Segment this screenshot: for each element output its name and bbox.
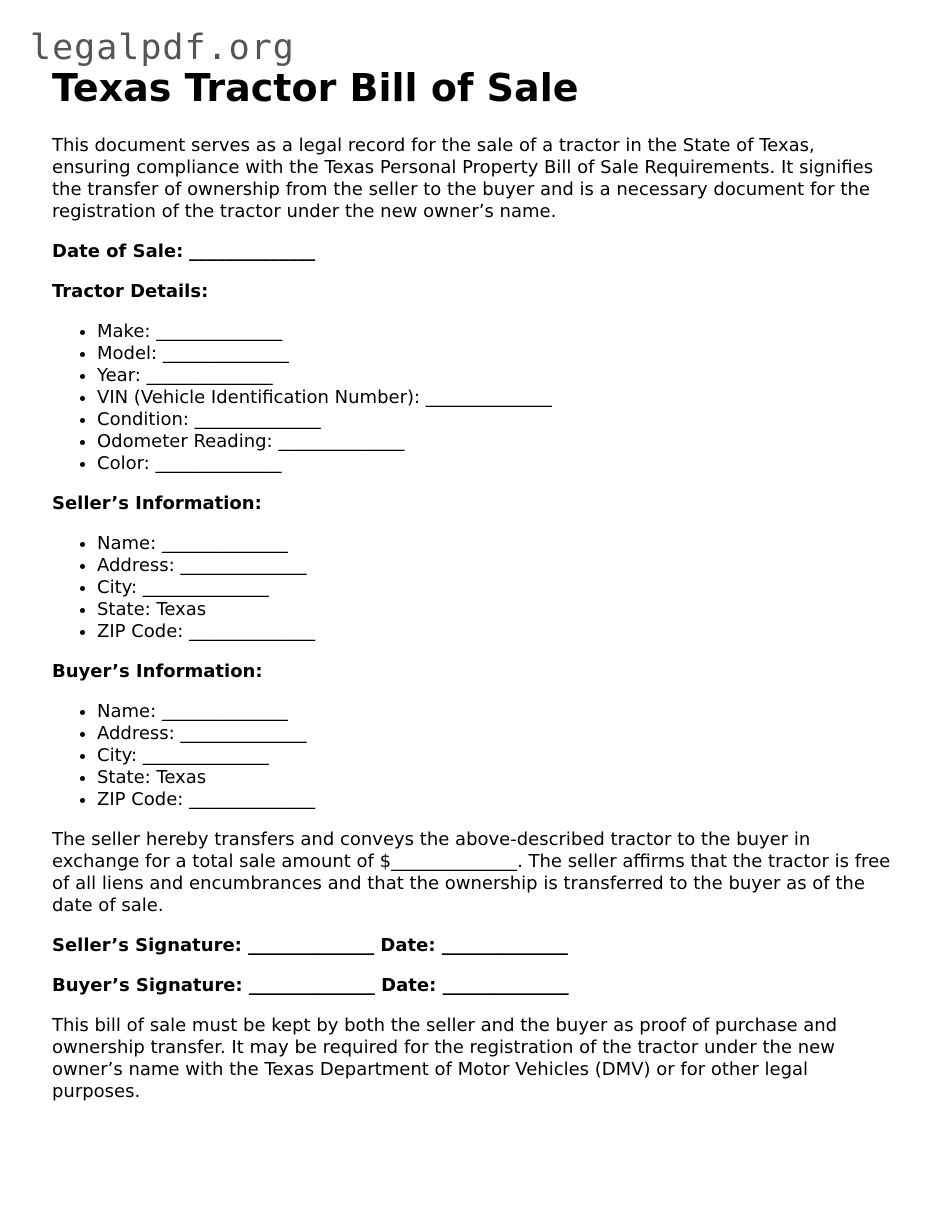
list-item[interactable]: • Address: ______________	[97, 555, 892, 577]
seller-signature-blank[interactable]: ______________	[248, 935, 375, 956]
list-item[interactable]: • ZIP Code: ______________	[97, 789, 892, 811]
tractor-details-list	[52, 321, 892, 475]
seller-info-heading: Seller’s Information:	[52, 493, 262, 514]
list-item[interactable]: • Address: ______________	[97, 723, 892, 745]
list-item[interactable]: • Model: ______________	[97, 343, 892, 365]
list-item[interactable]: • VIN (Vehicle Identification Number): ______________	[97, 387, 892, 409]
seller-date-label: Date:	[380, 935, 436, 956]
date-of-sale-label: Date of Sale:	[52, 241, 184, 262]
buyer-info-heading: Buyer’s Information:	[52, 661, 263, 682]
list-item[interactable]: • City: ______________	[97, 745, 892, 767]
tractor-details-heading: Tractor Details:	[52, 281, 209, 302]
transfer-paragraph: The seller hereby transfers and conveys the above-described tractor to the buyer in exchange for a total sale amount of $______________. The seller affirms that the tractor is free of all liens and encumbrances and that the ownership is transferred to the buyer as of the date of sale.	[52, 829, 891, 916]
watermark-logo: legalpdf.org	[30, 28, 295, 68]
document-body	[52, 135, 892, 1121]
closing-paragraph: This bill of sale must be kept by both the seller and the buyer as proof of purchase and ownership transfer. It may be required for the registration of the tractor under the new owner’s name with the Texas Department of Motor Vehicles (DMV) or for other legal purposes.	[52, 1015, 838, 1102]
buyer-date-blank[interactable]: ______________	[442, 975, 569, 996]
buyer-date-label: Date:	[381, 975, 437, 996]
list-item[interactable]: • City: ______________	[97, 577, 892, 599]
intro-paragraph: This document serves as a legal record for the sale of a tractor in the State of Texas, ensuring compliance with the Texas Personal Property Bill of Sale Requirements. It signifies the transfer of ownership from the seller to the buyer and is a necessary document for the registration of the tractor under the new owner’s name.	[52, 135, 874, 222]
list-item[interactable]: • Condition: ______________	[97, 409, 892, 431]
seller-signature-label: Seller’s Signature:	[52, 935, 242, 956]
list-item[interactable]: • Odometer Reading: ______________	[97, 431, 892, 453]
list-item[interactable]: • Name: ______________	[97, 701, 892, 723]
list-item[interactable]: • ZIP Code: ______________	[97, 621, 892, 643]
seller-info-list	[52, 533, 892, 643]
seller-date-blank[interactable]: ______________	[441, 935, 568, 956]
list-item[interactable]: • Year: ______________	[97, 365, 892, 387]
seller-signature-line	[52, 935, 892, 957]
buyer-signature-label: Buyer’s Signature:	[52, 975, 243, 996]
buyer-info-list	[52, 701, 892, 811]
buyer-signature-line	[52, 975, 892, 997]
list-item: • State: Texas	[97, 599, 892, 621]
buyer-signature-blank[interactable]: ______________	[248, 975, 375, 996]
list-item[interactable]: • Color: ______________	[97, 453, 892, 475]
document-title: Texas Tractor Bill of Sale	[52, 66, 579, 110]
date-of-sale-line	[52, 241, 892, 263]
list-item[interactable]: • Name: ______________	[97, 533, 892, 555]
list-item[interactable]: • Make: ______________	[97, 321, 892, 343]
list-item: • State: Texas	[97, 767, 892, 789]
date-of-sale-blank[interactable]: ______________	[189, 241, 316, 262]
